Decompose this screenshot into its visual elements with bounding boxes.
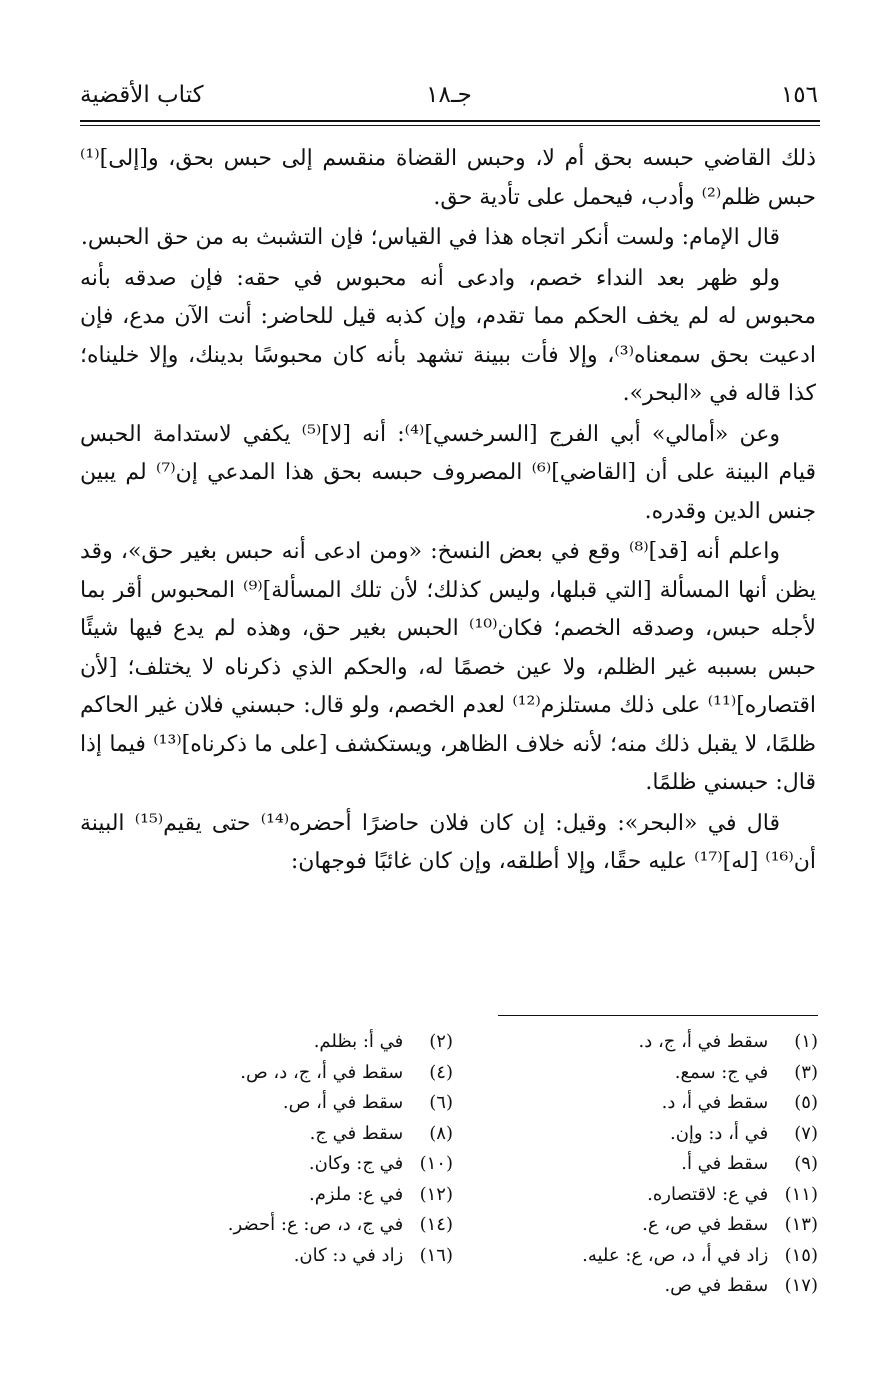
footnote-text: سقط في أ. (681, 1153, 769, 1174)
footnote-text: في ج: سمع. (674, 1061, 769, 1083)
paragraph: قال الإمام: ولست أنكر اتجاه هذا في القياس؛ فإن التشبث به من حق الحبس. (80, 225, 780, 250)
footnote-text: في ج، د، ص: ع: أحضر. (227, 1214, 404, 1235)
footnote-separator (498, 1015, 818, 1016)
main-text (80, 140, 816, 884)
footnote-text: سقط في أ، ج، د. (638, 1031, 769, 1052)
footnote (448, 1210, 818, 1241)
footnote (448, 1149, 818, 1180)
footnote-text: في أ، د: وإن. (669, 1122, 769, 1144)
footnote-text: في أ: بظلم. (313, 1031, 404, 1052)
footnote (448, 1180, 818, 1211)
footnote-number: (٩) (794, 1153, 818, 1174)
footnote-number: (٣) (794, 1061, 818, 1083)
footnote (83, 1210, 453, 1241)
footnote (83, 1119, 453, 1150)
footnote-text: زاد في أ، د، ص، ع: عليه. (582, 1244, 769, 1266)
footnote (448, 1271, 818, 1302)
paragraph: واعلم أنه [قد]⁽⁸⁾ وقع في بعض النسخ: «ومن ادعى أنه حبس بغير حق»، وقد يظن أنها المسألة [التي قبلها، وليس كذلك؛ لأن تلك المسألة]⁽⁹⁾ المحبوس أقر بما لأجله حبس، وصدقه الخصم؛ فكان⁽¹⁰⁾ الحبس بغير حق، وهذه لم يدع فيها شيئًا حبس بسببه غير الظلم، ولا عين خصمًا له، والحكم الذي ذكرناه لا يختلف؛ [لأن اقتصاره]⁽¹¹⁾ على ذلك مستلزم⁽¹²⁾ لعدم الخصم، ولو قال: حبسني فلان غير الحاكم ظلمًا، لا يقبل ذلك منه؛ لأنه خلاف الظاهر، ويستكشف [على ما ذكرناه]⁽¹³⁾ فيما إذا قال: حبسني ظلمًا. (80, 539, 817, 795)
footnote-text: في ع: ملزم. (309, 1183, 404, 1205)
footnote-text: في ع: لاقتصاره. (647, 1183, 769, 1205)
footnote-number: (١٦) (419, 1244, 453, 1266)
footnote-text: سقط في أ، ص. (282, 1092, 404, 1113)
footnote-number: (١٢) (419, 1183, 453, 1205)
footnote (83, 1058, 453, 1089)
header-rule-thin (80, 125, 820, 126)
footnote-text: سقط في ص، ع. (642, 1214, 769, 1235)
footnote (83, 1180, 453, 1211)
footnote (448, 1088, 818, 1119)
footnote-number: (٨) (429, 1122, 453, 1144)
footnote-number: (٧) (794, 1122, 818, 1144)
footnote-text: زاد في د: كان. (293, 1244, 404, 1266)
footnote (448, 1027, 818, 1058)
footnote-number: (١٥) (784, 1244, 818, 1266)
footnote-number: (٢) (429, 1031, 453, 1052)
footnote (83, 1027, 453, 1058)
footnote-number: (١٤) (419, 1214, 453, 1235)
header-rule-thick (80, 120, 820, 122)
page-number: ١٥٦ (780, 82, 818, 108)
paragraph: وعن «أمالي» أبي الفرج [السرخسي]⁽⁴⁾: أنه [لا]⁽⁵⁾ يكفي لاستدامة الحبس قيام البينة على أن [القاضي]⁽⁶⁾ المصروف حبسه بحق هذا المدعي إن⁽⁷⁾ لم يبين جنس الدين وقدره. (80, 421, 816, 524)
footnote (83, 1149, 453, 1180)
footnotes-odd-column (448, 1027, 818, 1302)
footnote-number: (٦) (429, 1092, 453, 1113)
footnote-text: سقط في أ، ج، د، ص. (240, 1061, 404, 1083)
paragraph: ذلك القاضي حبسه بحق أم لا، وحبس القضاة منقسم إلى حبس بحق، و[إلى]⁽¹⁾ حبس ظلم⁽²⁾ وأدب، فيحمل على تأدية حق. (80, 146, 816, 210)
footnote-number: (٥) (794, 1092, 818, 1113)
footnote (83, 1088, 453, 1119)
footnote-text: في ج: وكان. (308, 1153, 404, 1174)
volume-label: جـ١٨ (426, 82, 472, 108)
footnote-text: سقط في أ، د. (661, 1092, 769, 1113)
footnote (448, 1119, 818, 1150)
footnotes-even-column (83, 1027, 453, 1271)
footnote-text: سقط في ص. (664, 1275, 769, 1296)
footnote (448, 1058, 818, 1089)
footnote-number: (١) (794, 1031, 818, 1052)
paragraph: قال في «البحر»: وقيل: إن كان فلان حاضرًا أحضره⁽¹⁴⁾ حتى يقيم⁽¹⁵⁾ البينة أن⁽¹⁶⁾ [له]⁽¹⁷⁾ عليه حقًا، وإلا أطلقه، وإن كان غائبًا فوجهان: (80, 810, 816, 874)
book-title: كتاب الأقضية (80, 82, 204, 108)
footnote (83, 1241, 453, 1272)
footnote-number: (١١) (784, 1183, 818, 1205)
footnote-number: (١٧) (784, 1275, 818, 1296)
footnote-number: (٤) (429, 1061, 453, 1083)
footnote-text: سقط في ج. (309, 1122, 404, 1144)
paragraph: ولو ظهر بعد النداء خصم، وادعى أنه محبوس في حقه: فإن صدقه بأنه محبوس له لم يخف الحكم مما تقدم، وإن كذبه قيل للحاضر: أنت الآن مدع، فإن ادعيت بحق سمعناه⁽³⁾، وإلا فأت ببينة تشهد بأنه كان محبوسًا بدينك، وإلا خليناه؛ كذا قاله في «البحر». (80, 265, 816, 406)
footnote (448, 1241, 818, 1272)
page-header (80, 82, 818, 118)
footnote-number: (١٠) (419, 1153, 453, 1174)
footnote-number: (١٣) (784, 1214, 818, 1235)
